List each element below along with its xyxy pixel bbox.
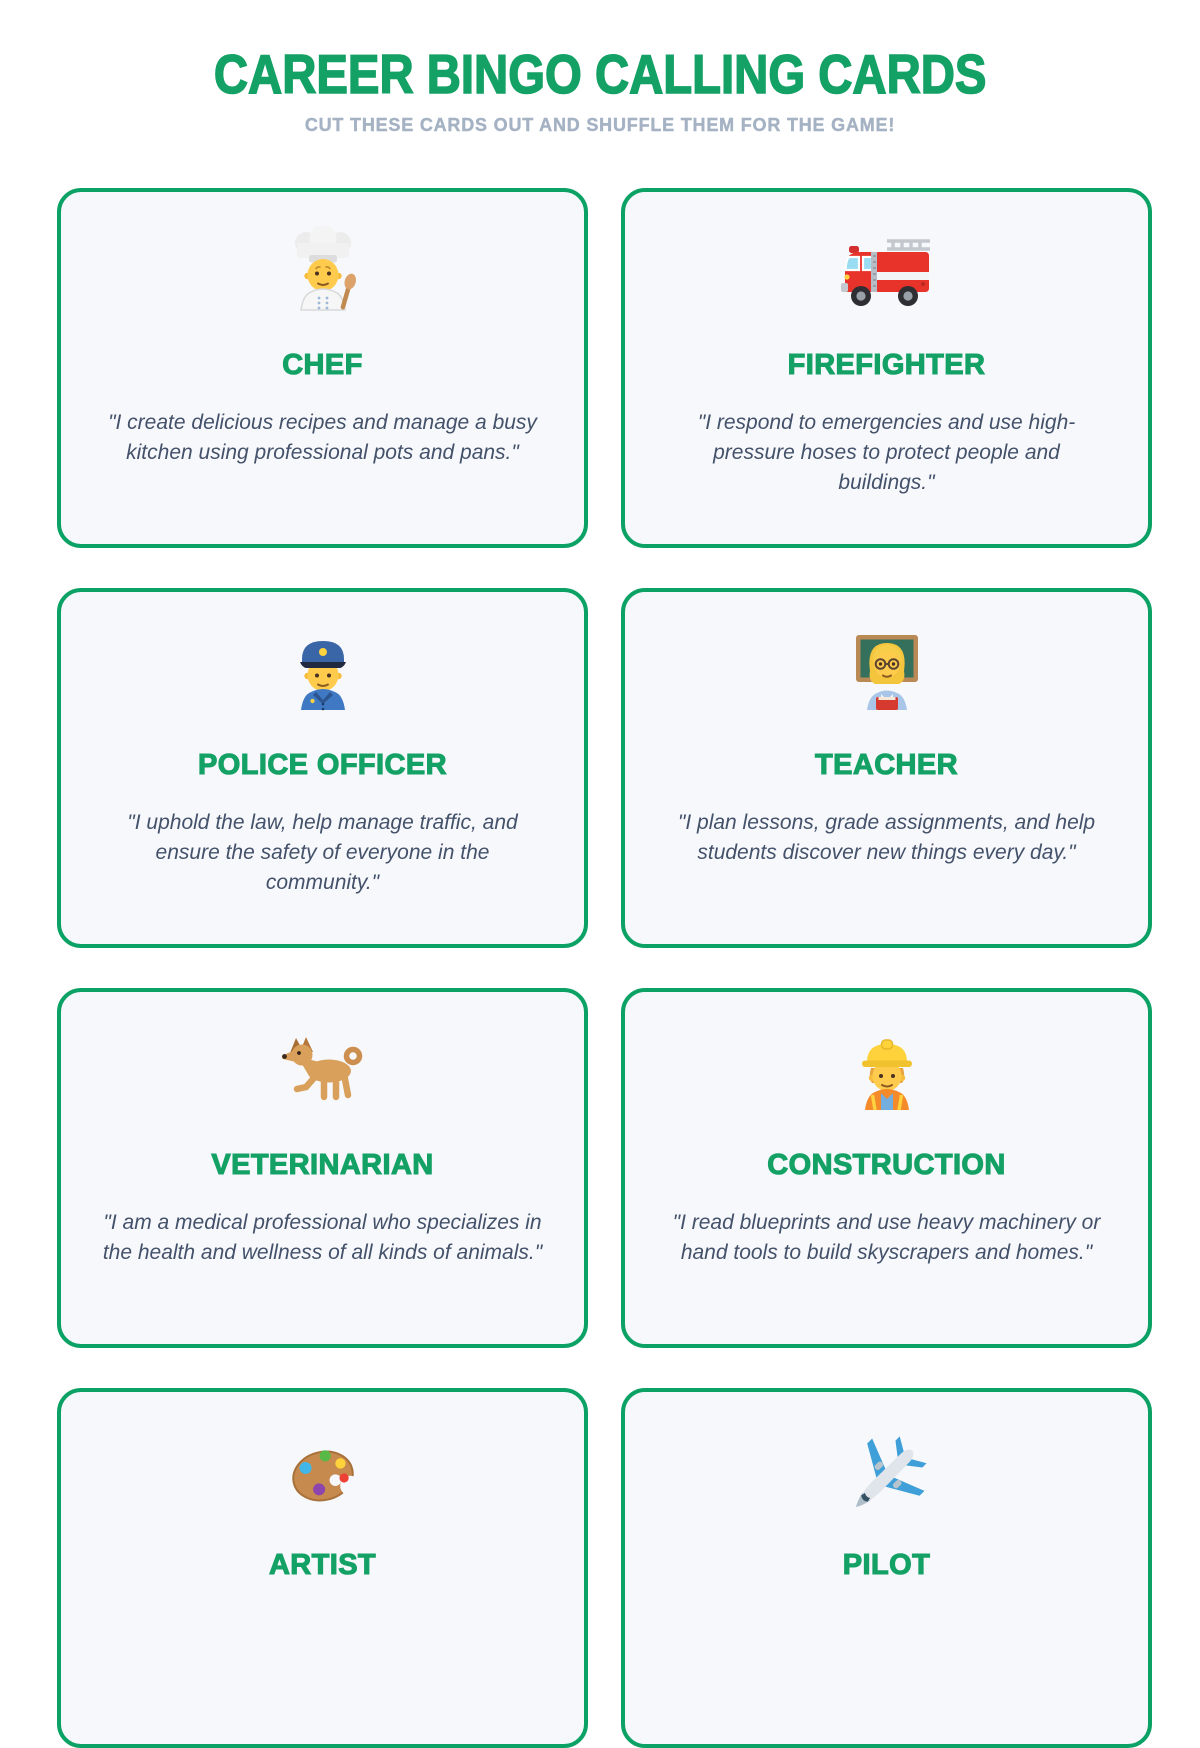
card-veterinarian [57,988,588,1348]
card-title: ARTIST [268,1549,377,1582]
card-quote: "I read blueprints and use heavy machinery or hand tools to build skyscrapers and homes." [672,1211,1101,1265]
card-title: FIREFIGHTER [787,349,986,382]
card-quote: "I am a medical professional who specializes in the health and wellness of all kinds of animals." [102,1211,543,1265]
woman-teacher-emoji-icon [837,626,937,726]
card-pilot [621,1388,1152,1748]
card-police-officer [57,588,588,948]
artist-palette-emoji-icon [273,1426,373,1526]
cards-grid [57,188,1152,1748]
police-officer-emoji-icon [273,626,373,726]
airplane-emoji-icon [837,1426,937,1526]
fire-engine-emoji-icon [837,226,937,326]
card-title: TEACHER [815,749,958,782]
page-subtitle: CUT THESE CARDS OUT AND SHUFFLE THEM FOR THE GAME! [304,115,896,136]
construction-worker-emoji-icon [837,1026,937,1126]
page-title: CAREER BINGO CALLING CARDS [213,43,987,105]
card-teacher [621,588,1152,948]
dog-emoji-icon [273,1026,373,1126]
card-firefighter [621,188,1152,548]
card-title: POLICE OFFICER [198,749,447,782]
card-title: VETERINARIAN [211,1149,434,1182]
card-title: CHEF [282,349,363,382]
card-quote: "I respond to emergencies and use high-pressure hoses to protect people and buildings." [697,411,1076,495]
man-cook-emoji-icon [273,226,373,326]
card-quote: "I uphold the law, help manage traffic, and ensure the safety of everyone in the community." [127,811,518,895]
card-chef [57,188,588,548]
card-quote: "I plan lessons, grade assignments, and help students discover new things every day." [677,811,1096,865]
card-title: PILOT [842,1549,931,1582]
card-construction [621,988,1152,1348]
card-artist [57,1388,588,1748]
card-quote: "I create delicious recipes and manage a busy kitchen using professional pots and pans." [108,411,537,465]
page-header [0,0,1200,136]
card-title: CONSTRUCTION [767,1149,1006,1182]
